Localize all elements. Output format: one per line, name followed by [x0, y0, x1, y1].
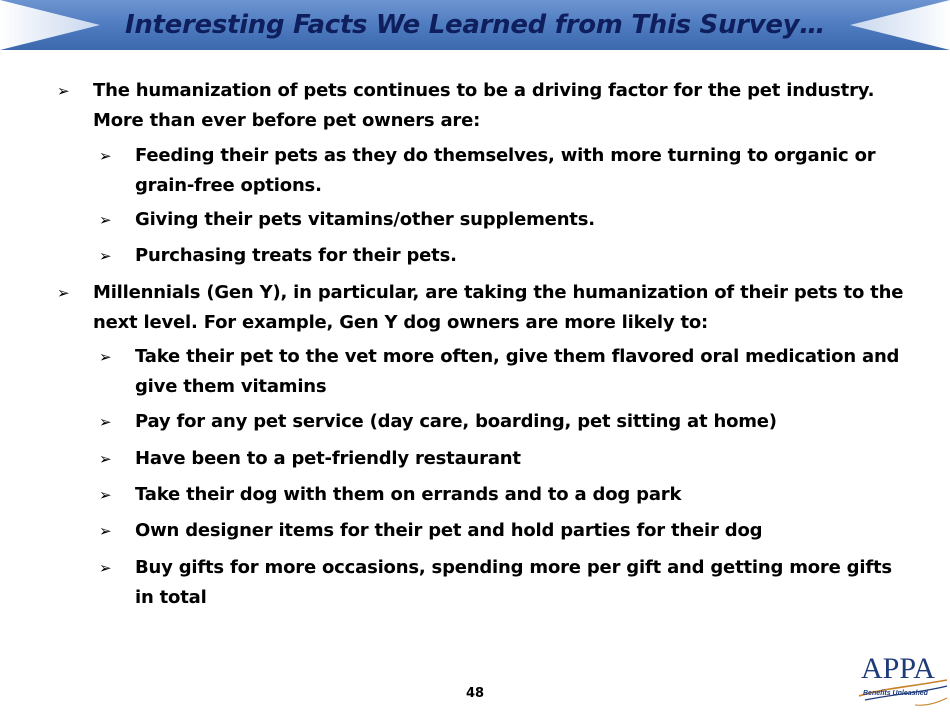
sub-list-item-text: Have been to a pet-friendly restaurant — [135, 448, 521, 469]
sub-list-item-text: Own designer items for their pet and hold parties for their dog — [135, 520, 763, 541]
arrow-bullet-icon: ➢ — [99, 147, 112, 165]
title-banner — [0, 0, 950, 50]
sub-list-item-text: Take their pet to the vet more often, give them flavored oral medication and give them vitamins — [135, 346, 900, 397]
sub-list-item — [99, 342, 915, 402]
list-item-text: Millennials (Gen Y), in particular, are taking the humanization of their pets to the next level. For example, Gen Y dog owners are more likely to: — [93, 282, 904, 333]
arrow-bullet-icon: ➢ — [99, 247, 112, 265]
logo-tagline: Benefits Unleashed — [863, 690, 928, 697]
arrow-bullet-icon: ➢ — [99, 559, 112, 577]
arrow-bullet-icon: ➢ — [99, 486, 112, 504]
list-item-text: The humanization of pets continues to be a driving factor for the pet industry. More than ever before pet owners are: — [93, 80, 875, 131]
arrow-bullet-icon: ➢ — [57, 82, 70, 100]
sub-list-item — [99, 205, 915, 235]
arrow-bullet-icon: ➢ — [99, 348, 112, 366]
list-item — [57, 76, 913, 136]
page-title: Interesting Facts We Learned from This Survey… — [124, 10, 826, 40]
sub-list-item-text: Pay for any pet service (day care, boarding, pet sitting at home) — [135, 411, 777, 432]
sub-list-item-text: Take their dog with them on errands and to a dog park — [135, 484, 682, 505]
arrow-bullet-icon: ➢ — [99, 211, 112, 229]
arrow-bullet-icon: ➢ — [99, 413, 112, 431]
sub-list-item — [99, 407, 915, 437]
sub-list-item-text: Buy gifts for more occasions, spending more per gift and getting more gifts in total — [135, 557, 892, 608]
sub-list-item-text: Feeding their pets as they do themselves, with more turning to organic or grain-free options. — [135, 145, 876, 196]
sub-list-item — [99, 141, 915, 201]
sub-list-item — [99, 480, 915, 510]
sub-list-item — [99, 241, 915, 271]
arrow-bullet-icon: ➢ — [57, 284, 70, 302]
appa-logo — [855, 650, 950, 713]
sub-list-item — [99, 516, 915, 546]
page-number: 48 — [465, 686, 485, 701]
arrow-bullet-icon: ➢ — [99, 522, 112, 540]
sub-list-item — [99, 553, 915, 613]
sub-list-item-text: Purchasing treats for their pets. — [135, 245, 457, 266]
sub-list-item — [99, 444, 915, 474]
logo-wordmark: APPA — [861, 652, 935, 685]
arrow-bullet-icon: ➢ — [99, 450, 112, 468]
list-item — [57, 278, 913, 338]
sub-list-item-text: Giving their pets vitamins/other supplements. — [135, 209, 595, 230]
